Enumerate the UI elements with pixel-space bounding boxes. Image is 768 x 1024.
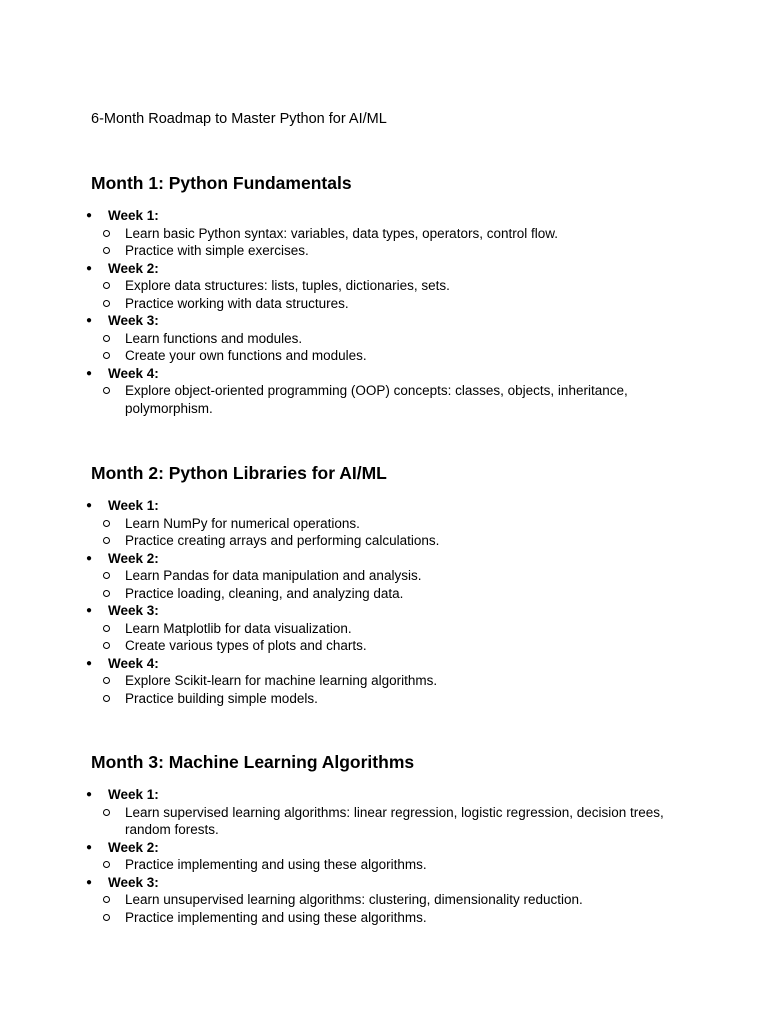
task-item [0,382,768,417]
week-label: Week 4: [108,655,159,671]
bullet-circle-icon [103,387,110,394]
week-item [0,786,768,839]
bullet-circle-icon [103,625,110,632]
task-item [0,909,768,927]
task-text: Practice working with data structures. [125,295,349,311]
bullet-circle-icon [103,809,110,816]
bullet-dot-icon: ● [86,605,93,616]
month-heading: Month 2: Python Libraries for AI/ML [91,463,387,483]
task-list [0,620,768,655]
task-text: Create your own functions and modules. [125,348,367,363]
bullet-circle-icon [103,572,110,579]
bullet-circle-icon [103,520,110,527]
task-text: Explore object-oriented programming (OOP) concepts: classes, objects, inheritance, polymorphism. [125,383,628,416]
week-label: Week 4: [108,365,159,381]
task-text: Learn supervised learning algorithms: linear regression, logistic regression, decision trees, random forests. [125,804,664,837]
task-list [0,382,768,417]
task-text: Learn functions and modules. [125,330,303,346]
task-item [0,515,768,533]
bullet-dot-icon: ● [86,367,93,379]
week-list [0,786,768,926]
week-list [0,497,768,707]
task-item [0,330,768,348]
week-item [0,260,768,313]
bullet-dot-icon: ● [86,315,93,326]
week-item [0,550,768,603]
bullet-circle-icon [103,247,110,254]
bullet-circle-icon [103,335,110,342]
task-item [0,295,768,313]
task-item [0,225,768,243]
task-list [0,804,768,839]
week-item [0,497,768,550]
bullet-dot-icon: ● [86,500,93,511]
task-item [0,856,768,874]
week-label: Week 2: [108,550,159,566]
task-text: Practice implementing and using these algorithms. [125,909,427,925]
task-text: Create various types of plots and charts. [125,638,367,653]
week-item [0,655,768,708]
bullet-circle-icon [103,230,110,237]
bullet-dot-icon: ● [86,210,93,221]
week-label: Week 3: [108,313,159,328]
week-label: Week 2: [108,260,159,276]
task-text: Learn unsupervised learning algorithms: clustering, dimensionality reduction. [125,892,583,907]
task-list [0,330,768,365]
task-text: Learn NumPy for numerical operations. [125,515,360,531]
task-item [0,891,768,909]
task-item [0,620,768,638]
bullet-circle-icon [103,677,110,684]
document-title: 6-Month Roadmap to Master Python for AI/ML [91,111,387,127]
task-text: Explore Scikit-learn for machine learning algorithms. [125,673,438,688]
task-item [0,242,768,260]
week-label: Week 1: [108,498,159,513]
week-list [0,207,768,417]
task-item [0,277,768,295]
task-item [0,347,768,365]
week-item [0,839,768,874]
task-item [0,532,768,550]
task-list [0,891,768,926]
bullet-circle-icon [103,300,110,307]
bullet-circle-icon [103,352,110,359]
week-label: Week 3: [108,874,159,890]
week-item [0,365,768,418]
bullet-dot-icon: ● [86,262,93,274]
bullet-circle-icon [103,914,110,921]
bullet-circle-icon [103,590,110,597]
task-text: Explore data structures: lists, tuples, dictionaries, sets. [125,278,450,293]
task-list [0,856,768,874]
bullet-circle-icon [103,537,110,544]
week-item [0,602,768,655]
task-text: Practice creating arrays and performing calculations. [125,533,440,548]
task-list [0,277,768,312]
month-heading: Month 1: Python Fundamentals [91,173,352,193]
bullet-dot-icon: ● [86,841,93,853]
task-list [0,567,768,602]
task-text: Practice building simple models. [125,690,318,706]
week-item [0,874,768,927]
week-item [0,312,768,365]
bullet-dot-icon: ● [86,789,93,800]
task-text: Learn basic Python syntax: variables, data types, operators, control flow. [125,225,558,241]
bullet-circle-icon [103,896,110,903]
task-item [0,567,768,585]
week-label: Week 2: [108,839,159,855]
bullet-circle-icon [103,282,110,289]
bullet-dot-icon: ● [86,876,93,888]
month-heading: Month 3: Machine Learning Algorithms [91,752,415,772]
bullet-circle-icon [103,861,110,868]
task-text: Learn Matplotlib for data visualization. [125,620,352,636]
bullet-dot-icon: ● [86,657,93,669]
task-text: Practice with simple exercises. [125,243,309,258]
task-item [0,585,768,603]
task-list [0,225,768,260]
week-label: Week 3: [108,603,159,618]
task-item [0,690,768,708]
task-text: Learn Pandas for data manipulation and analysis. [125,568,422,583]
task-list [0,515,768,550]
task-list [0,672,768,707]
task-item [0,637,768,655]
task-item [0,804,768,839]
task-item [0,672,768,690]
week-item [0,207,768,260]
task-text: Practice loading, cleaning, and analyzing data. [125,585,404,601]
week-label: Week 1: [108,208,159,223]
task-text: Practice implementing and using these algorithms. [125,857,427,872]
bullet-circle-icon [103,642,110,649]
week-label: Week 1: [108,787,159,802]
bullet-dot-icon: ● [86,552,93,564]
bullet-circle-icon [103,695,110,702]
